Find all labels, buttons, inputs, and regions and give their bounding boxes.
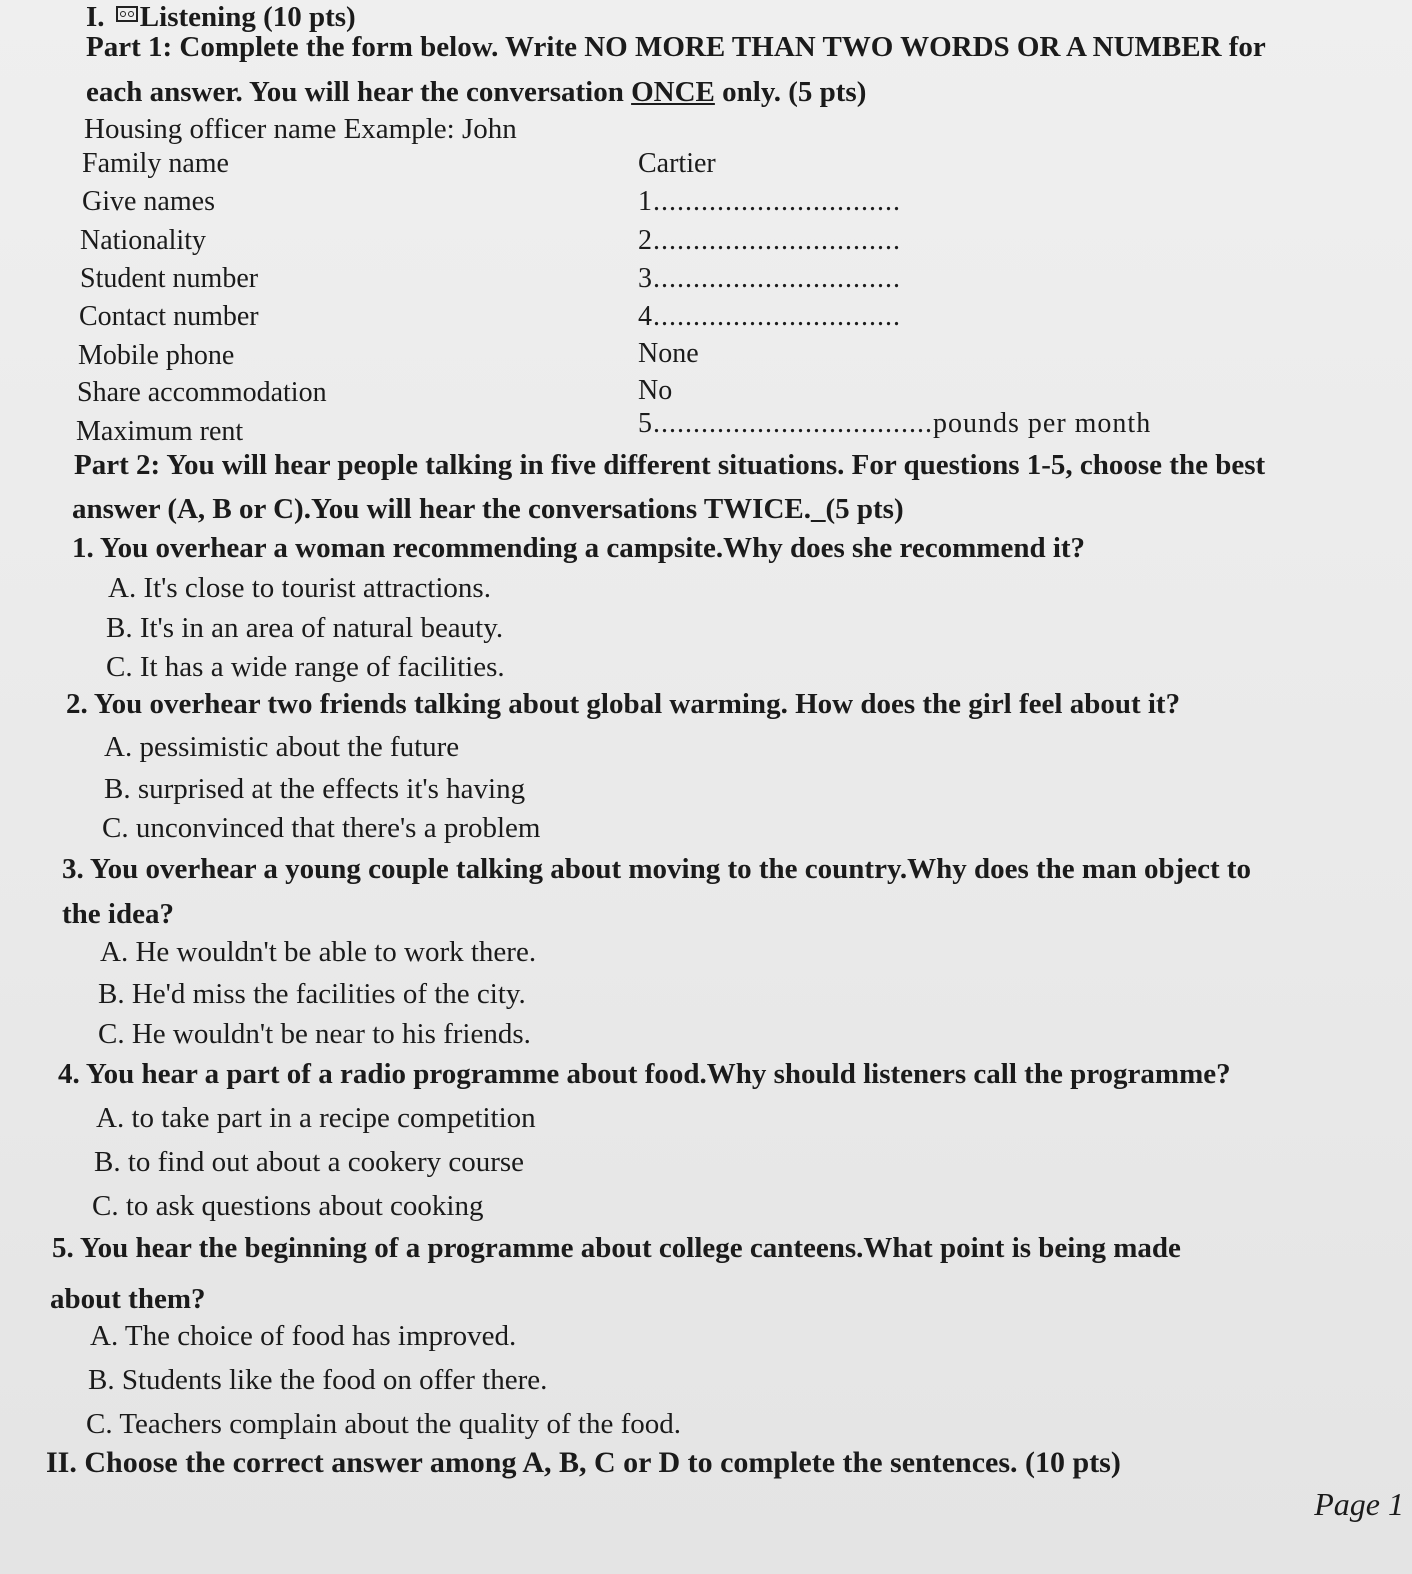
question-2-option-a[interactable]: A. pessimistic about the future [104, 731, 460, 763]
question-4-option-b[interactable]: B. to find out about a cookery course [94, 1146, 525, 1178]
question-4-option-c[interactable]: C. to ask questions about cooking [92, 1190, 484, 1222]
question-4-option-a[interactable]: A. to take part in a recipe competition [96, 1102, 536, 1134]
form-value-mobile-phone: None [638, 338, 699, 369]
form-label-family-name: Family name [82, 148, 229, 179]
example-line: Housing officer name Example: John [84, 113, 517, 145]
question-1-option-b[interactable]: B. It's in an area of natural beauty. [106, 612, 504, 644]
part-2-instruction-line-1: Part 2: You will hear people talking in five different situations. For questions 1-5, choose the best [74, 449, 1266, 481]
section-1-numeral: I. [86, 1, 105, 33]
question-3-option-c[interactable]: C. He wouldn't be near to his friends. [98, 1018, 531, 1050]
page-number: Page 1 [1314, 1486, 1404, 1522]
speaker-icon [116, 6, 138, 22]
question-5-option-c[interactable]: C. Teachers complain about the quality of the food. [86, 1408, 681, 1440]
question-3-option-b[interactable]: B. He'd miss the facilities of the city. [98, 978, 526, 1010]
form-label-maximum-rent: Maximum rent [76, 416, 244, 447]
answer-blank-2[interactable]: 2............................... [638, 225, 901, 256]
section-1-title: Listening (10 pts) [139, 1, 356, 33]
question-1-option-c[interactable]: C. It has a wide range of facilities. [106, 651, 505, 683]
question-5-line-2: about them? [50, 1283, 206, 1315]
form-value-family-name: Cartier [638, 148, 716, 179]
answer-blank-4[interactable]: 4............................... [638, 301, 901, 332]
form-label-share-accommodation: Share accommodation [77, 377, 327, 408]
question-5-option-a[interactable]: A. The choice of food has improved. [90, 1320, 517, 1352]
form-label-mobile-phone: Mobile phone [78, 340, 235, 371]
answer-blank-3[interactable]: 3............................... [638, 263, 901, 294]
part-2-instruction-line-2: answer (A, B or C).You will hear the conversations TWICE._(5 pts) [72, 493, 904, 525]
part-1-instruction-text: each answer. You will hear the conversation [86, 76, 632, 108]
form-label-student-number: Student number [80, 263, 259, 294]
section-2-heading: II. Choose the correct answer among A, B, C or D to complete the sentences. (10 pts) [46, 1446, 1121, 1479]
question-3-option-a[interactable]: A. He wouldn't be able to work there. [100, 936, 537, 968]
answer-blank-1[interactable]: 1............................... [638, 186, 901, 217]
once-underlined: ONCE [631, 76, 715, 108]
form-label-contact-number: Contact number [79, 301, 259, 332]
question-2: 2. You overhear two friends talking about global warming. How does the girl feel about it? [66, 688, 1181, 720]
question-1-option-a[interactable]: A. It's close to tourist attractions. [108, 572, 491, 604]
question-5-line-1: 5. You hear the beginning of a programme about college canteens.What point is being made [52, 1232, 1181, 1264]
part-1-instruction-line-1: Part 1: Complete the form below. Write NO MORE THAN TWO WORDS OR A NUMBER for [86, 31, 1266, 63]
part-1-instruction-points: only. (5 pts) [714, 76, 867, 108]
question-3-line-1: 3. You overhear a young couple talking about moving to the country.Why does the man object to [62, 853, 1252, 885]
question-1: 1. You overhear a woman recommending a campsite.Why does she recommend it? [72, 532, 1086, 564]
form-value-share-accommodation: No [638, 375, 673, 406]
form-label-nationality: Nationality [80, 225, 206, 256]
question-4: 4. You hear a part of a radio programme about food.Why should listeners call the programme? [58, 1058, 1231, 1090]
question-3-line-2: the idea? [62, 898, 174, 930]
answer-blank-5[interactable]: 5...................................pounds per month [638, 408, 1152, 439]
question-2-option-b[interactable]: B. surprised at the effects it's having [104, 773, 526, 805]
question-5-option-b[interactable]: B. Students like the food on offer there. [88, 1364, 548, 1396]
section-1-heading [86, 0, 356, 34]
form-label-given-names: Give names [82, 186, 215, 217]
question-2-option-c[interactable]: C. unconvinced that there's a problem [102, 812, 541, 844]
part-1-instruction-line-2 [86, 75, 866, 109]
